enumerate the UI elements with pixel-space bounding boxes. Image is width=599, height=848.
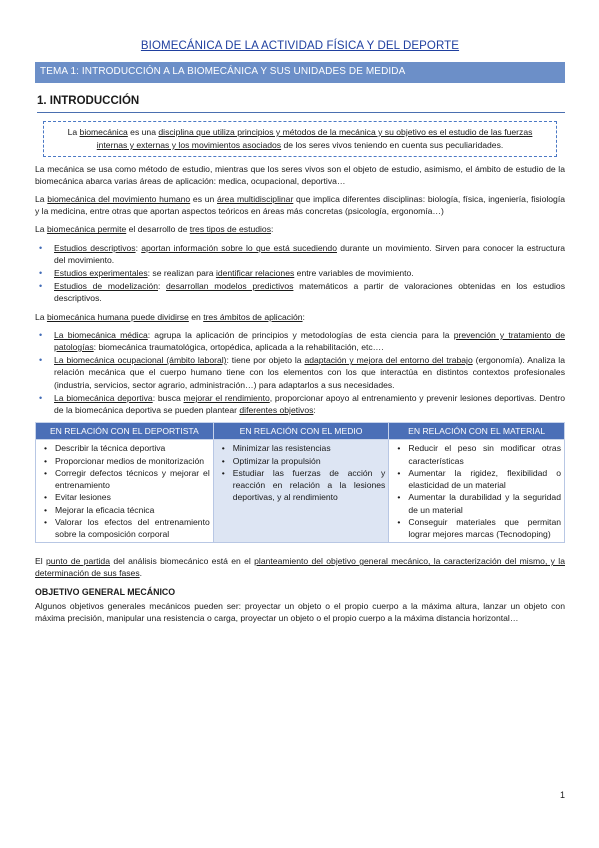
list-item: • La biomecánica deportiva: busca mejorar el rendimiento, proporcionar apoyo al entrenamiento y prevenir lesiones deportivas. Dentro de la biomecánica deportiva se pueden plantear diferentes objetivos: — [35, 392, 565, 416]
list-item: • Conseguir materiales que permitan lograr mejores marcas (Tecnodoping) — [392, 516, 561, 540]
topic-bar: TEMA 1: INTRODUCCIÓN A LA BIOMECÁNICA Y SUS UNIDADES DE MEDIDA — [35, 62, 565, 82]
paragraph-objetivos: Algunos objetivos generales mecánicos pueden ser: proyectar un objeto o el propio cuerpo a la máxima altura, lanzar un objeto con máxima precisión, manipular una resistencia o carga, proyectar un objeto o el propio cuerpo a la máxima distancia horizontal… — [35, 601, 565, 624]
list-item: • Minimizar las resistencias — [217, 442, 386, 454]
document-page — [35, 38, 565, 630]
list-item: • Optimizar la propulsión — [217, 455, 386, 467]
list-item: • Aumentar la durabilidad y la seguridad de un material — [392, 491, 561, 515]
list-item: • Estudios descriptivos: aportan información sobre lo que está sucediendo durante un movimiento. Sirven para conocer la estructura del movimiento. — [35, 242, 565, 266]
objectives-table — [35, 422, 565, 543]
table-header: EN RELACIÓN CON EL MATERIAL — [389, 423, 565, 440]
study-types-list — [35, 242, 565, 305]
table-cell-material — [389, 440, 565, 543]
list-item: • Aumentar la rigidez, flexibilidad o elasticidad de un material — [392, 467, 561, 491]
table-cell-environment — [213, 440, 389, 543]
subheading-objetivo: OBJETIVO GENERAL MECÁNICO — [35, 586, 176, 597]
list-item: • Estudios de modelización: desarrollan modelos predictivos matemáticos a partir de valoraciones obtenidas en los estudios descriptivos. — [35, 280, 565, 304]
list-item: • Corregir defectos técnicos y mejorar el entrenamiento — [39, 467, 210, 491]
list-item: • La biomecánica médica: agrupa la aplicación de principios y metodologías de esta ciencia para la prevención y tratamiento de patologías: biomecánica traumatológica, ortopédica, aplicada a la rehabilitación, etc…. — [35, 329, 565, 353]
list-item: • Estudiar las fuerzas de acción y reacción en relación a la lesiones deportivas, y al rendimiento — [217, 467, 386, 504]
paragraph-multidisciplinary: La biomecánica del movimiento humano es un área multidisciplinar que implica diferentes disciplinas: biología, física, ingeniería, fisiología y la medicina, entre otras que aportan aspectos teóricos en áreas más concretas (psicología, ergonomía…) — [35, 194, 565, 217]
application-areas-list — [35, 329, 565, 416]
list-item: • Evitar lesiones — [39, 491, 210, 503]
list-item: • La biomecánica ocupacional (ámbito laboral): tiene por objeto la adaptación y mejora del entorno del trabajo (ergonomía). Analiza la relación mecánica que el cuerpo humano tiene con los elementos con los que interactúa en distintos contextos profesionales (industria, servicios, sector agrario, administración…) para adaptarlos a sus necesidades. — [35, 354, 565, 391]
paragraph-application-areas: La biomecánica humana puede dividirse en tres ámbitos de aplicación: — [35, 311, 305, 322]
list-item: • Estudios experimentales: se realizan para identificar relaciones entre variables de movimiento. — [35, 267, 565, 279]
list-item: • Describir la técnica deportiva — [39, 442, 210, 454]
page-number: 1 — [559, 790, 565, 800]
table-header: EN RELACIÓN CON EL DEPORTISTA — [36, 423, 214, 440]
table-cell-athlete — [36, 440, 214, 543]
paragraph-starting-point: El punto de partida del análisis biomecánico está en el planteamiento del objetivo general mecánico, la caracterización del mismo, y la determinación de sus fases. — [35, 556, 565, 579]
section-heading: 1. INTRODUCCIÓN — [37, 93, 565, 113]
list-item: • Proporcionar medios de monitorización — [39, 455, 210, 467]
list-item: • Mejorar la eficacia técnica — [39, 504, 210, 516]
paragraph-mechanics: La mecánica se usa como método de estudio, mientras que los seres vivos son el objeto de estudio, asimismo, el ámbito de estudio de la biomecánica abarca varias áreas de aplicación: medica, ocupacional, deportiva… — [35, 163, 565, 186]
table-header: EN RELACIÓN CON EL MEDIO — [213, 423, 389, 440]
document-title: BIOMECÁNICA DE LA ACTIVIDAD FÍSICA Y DEL DEPORTE — [140, 40, 460, 52]
definition-box: La biomecánica es una disciplina que utiliza principios y métodos de la mecánica y su objetivo es el estudio de las fuerzas internas y externas y los movimientos asociados de los seres vivos teniendo en cuenta sus peculiaridades. — [43, 121, 557, 157]
list-item: • Reducir el peso sin modificar otras características — [392, 442, 561, 466]
list-item: • Valorar los efectos del entrenamiento sobre la composición corporal — [39, 516, 210, 540]
paragraph-study-types: La biomecánica permite el desarrollo de tres tipos de estudios: — [35, 224, 274, 235]
